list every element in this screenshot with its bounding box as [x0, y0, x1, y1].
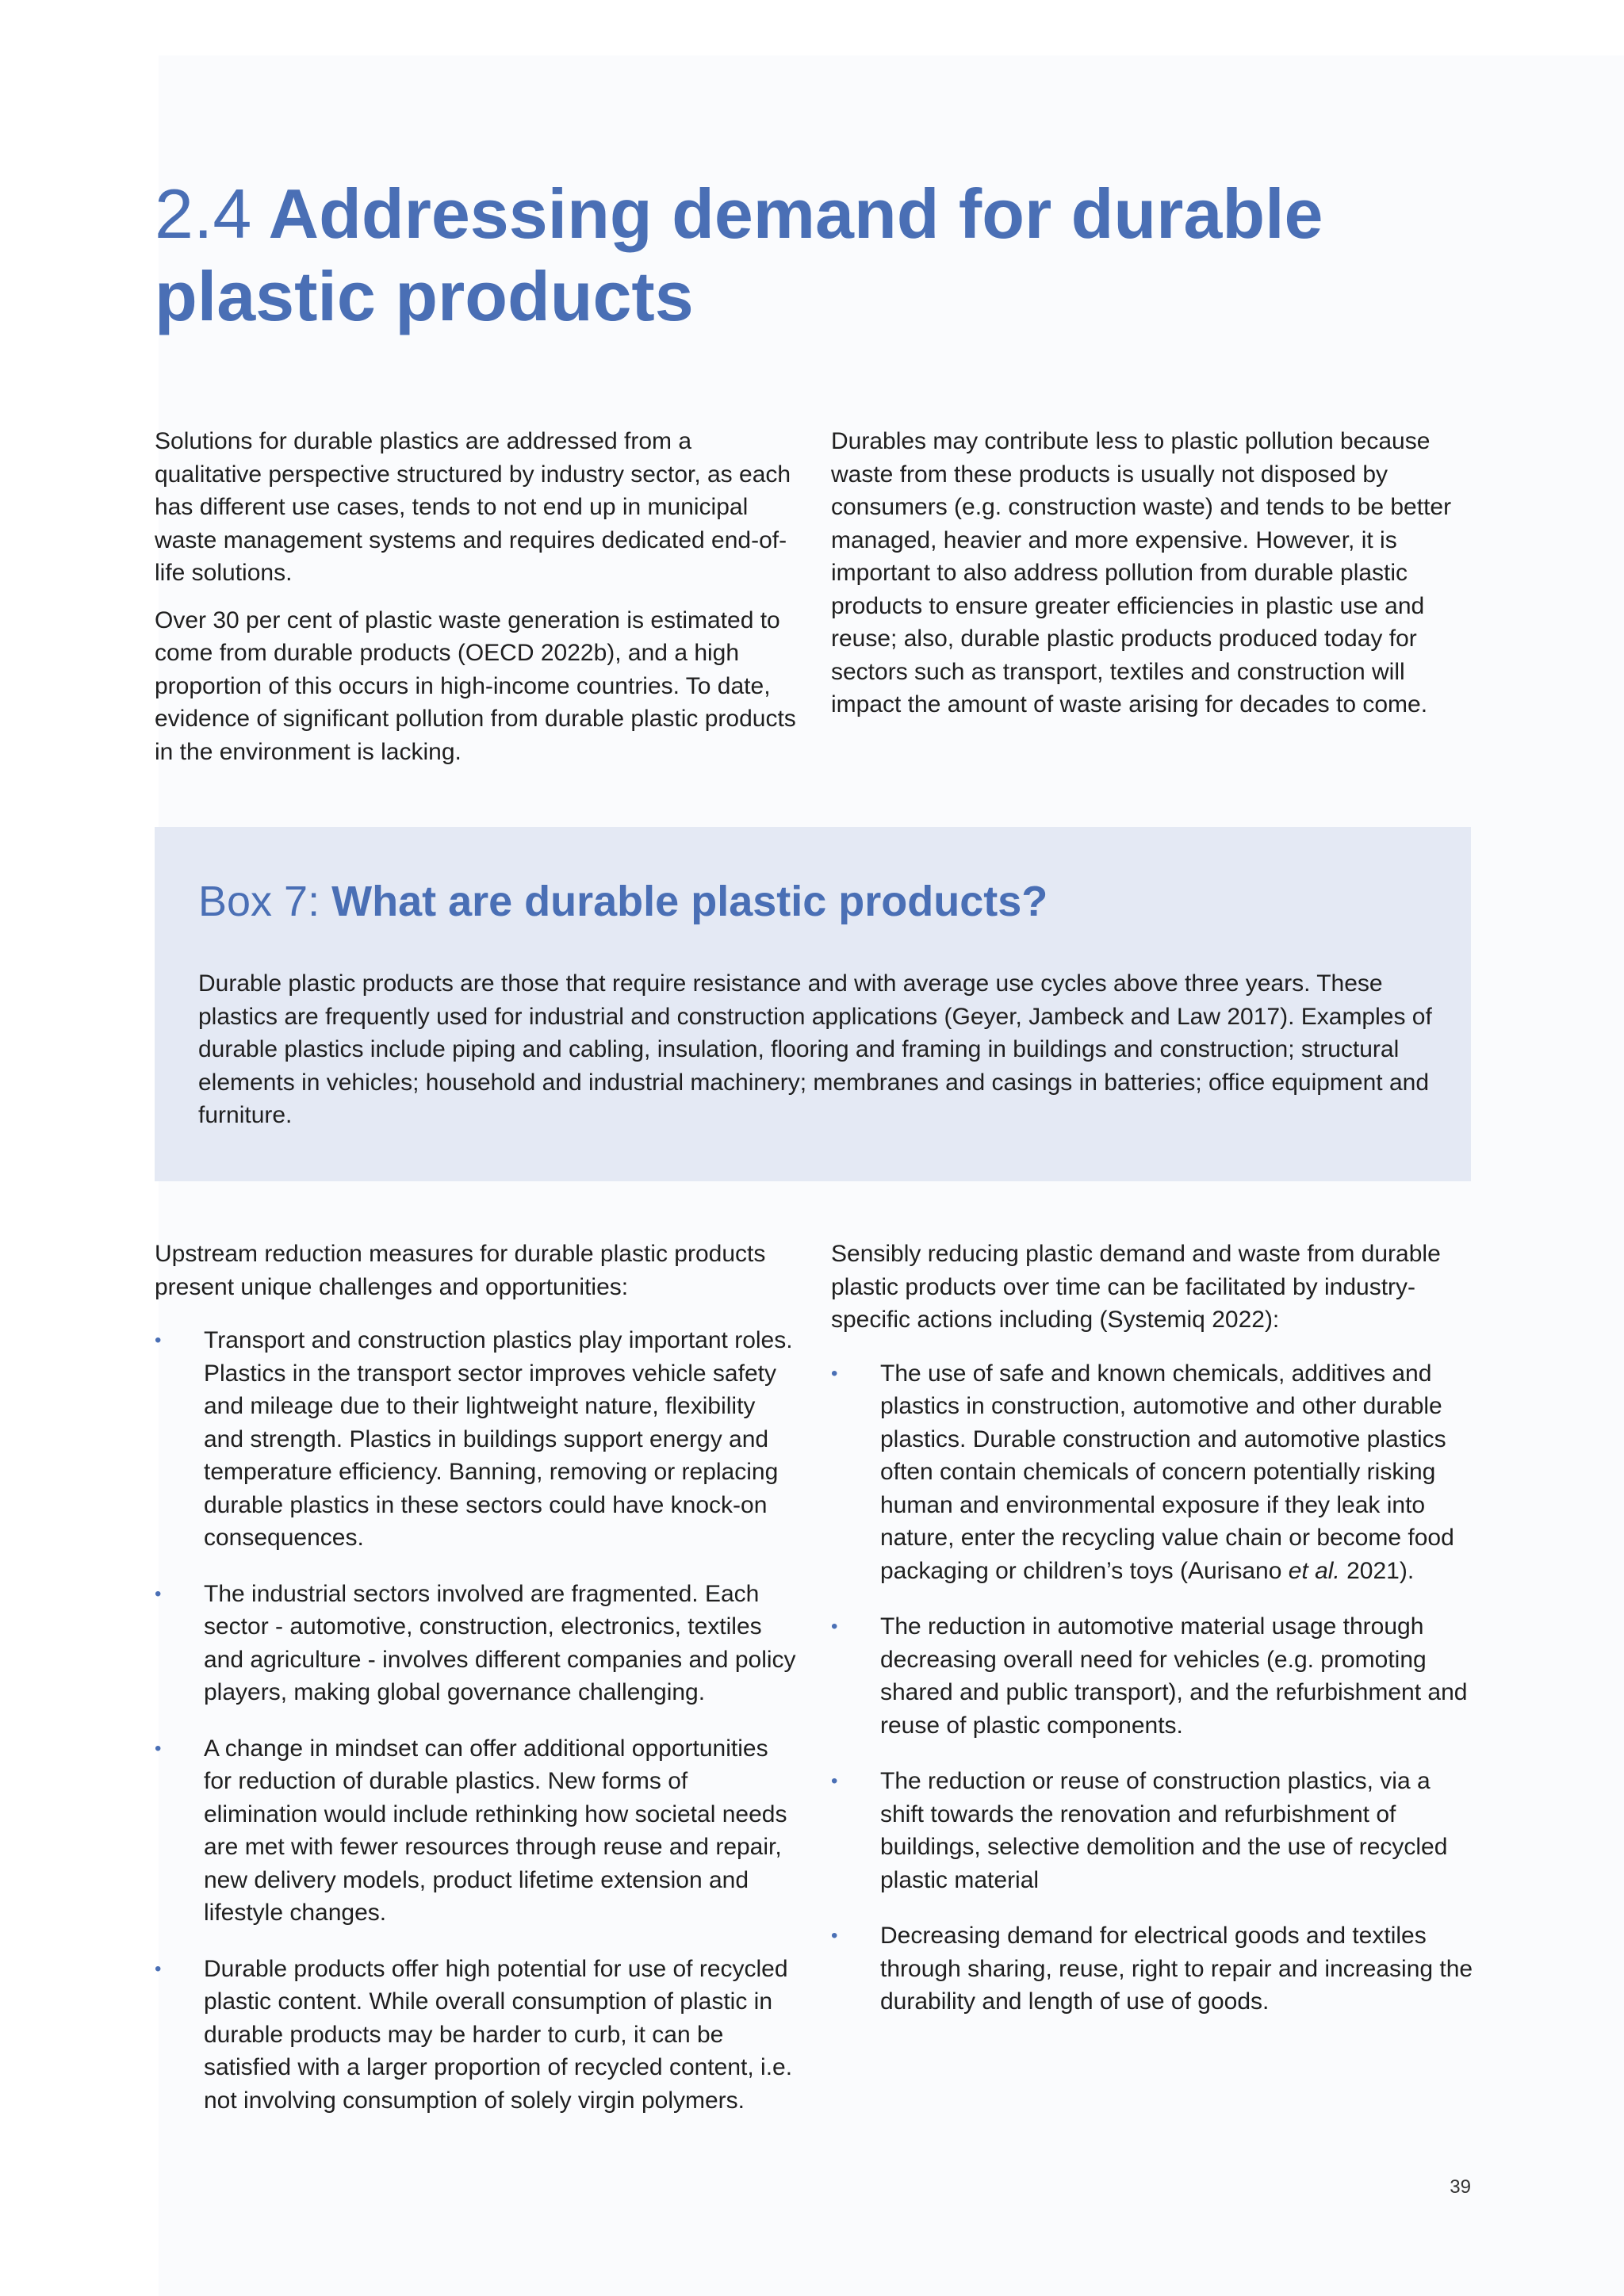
list-item: [155, 1324, 801, 1555]
list-item: [155, 1578, 801, 1709]
bullet-icon: •: [155, 1737, 162, 1759]
list-item-text: The reduction or reuse of construction plastics, via a shift towards the renovation and refurbishment of buildings, selective demolition and the use of recycled plastic material: [880, 1768, 1448, 1893]
box-label: Box 7:: [198, 878, 320, 925]
info-box: [155, 827, 1471, 1181]
list-item: [155, 1953, 801, 2118]
list-item-text: The industrial sectors involved are fragmented. Each sector - automotive, construction, electronics, textiles and agriculture - involves different companies and policy players, making global governance challenging.: [204, 1580, 796, 1705]
list-item-text: Durable products offer high potential for use of recycled plastic content. While overall consumption of plastic in durable products may be harder to curb, it can be satisfied with a larger proportion of recycled content, i.e. not involving consumption of solely virgin polymers.: [204, 1955, 793, 2114]
bullet-list: [831, 1357, 1477, 2019]
box-heading: What are durable plastic products?: [331, 878, 1048, 925]
section-number: 2.4: [155, 174, 252, 253]
list-item-text: The use of safe and known chemicals, additives and plastics in construction, automotive and other durable plastics. Durable construction and automotive plastics often contain chemicals of concern potentially risking human and environmental exposure if they leak into nature, enter the recycling value chain or become food packaging or children’s toys (Aurisano et al. 2021).: [880, 1360, 1454, 1584]
section-title: [155, 173, 1503, 338]
bullet-icon: •: [831, 1362, 838, 1384]
paragraph: Over 30 per cent of plastic waste generation is estimated to come from durable products (OECD 2022b), and a high proportion of this occurs in high-income countries. To date, evidence of significant pollution from durable plastic products in the environment is lacking.: [155, 607, 796, 765]
paragraph: Durables may contribute less to plastic pollution because waste from these products is usually not disposed by consumers (e.g. construction waste) and tends to be better managed, heavier and more expensive. However, it is important to also address pollution from durable plastic products to ensure greater efficiencies in plastic use and reuse; also, durable plastic products produced today for sectors such as transport, textiles and construction will impact the amount of waste arising for decades to come.: [831, 428, 1452, 718]
bullet-icon: •: [155, 1957, 162, 1980]
bullet-list: [155, 1324, 801, 2117]
right-section-column: [831, 1238, 1477, 2042]
list-item-text: Transport and construction plastics play important roles. Plastics in the transport sector improves vehicle safety and mileage due to their lightweight nature, flexibility and strength. Plastics in buildings support energy and temperature efficiency. Banning, removing or replacing durable plastics in these sectors could have knock-on consequences.: [204, 1327, 793, 1551]
bullet-icon: •: [155, 1330, 162, 1351]
bullet-icon: •: [831, 1616, 838, 1637]
bullet-icon: •: [155, 1582, 162, 1605]
list-item: [831, 1610, 1477, 1742]
list-item-text: A change in mindset can offer additional opportunities for reduction of durable plastics. New forms of elimination would include rethinking how societal needs are met with fewer resources through reuse and repair, new delivery models, product lifetime extension and lifestyle changes.: [204, 1735, 787, 1926]
box-body: Durable plastic products are those that require resistance and with average use cycles above three years. These plastics are frequently used for industrial and construction applications (Geyer, Jambeck and Law 2017). Examples of durable plastics include piping and cabling, insulation, flooring and framing in buildings and construction; structural elements in vehicles; household and industrial machinery; membranes and casings in batteries; office equipment and furniture.: [198, 970, 1432, 1128]
list-item-text: Decreasing demand for electrical goods and textiles through sharing, reuse, right to repair and increasing the durability and length of use of goods.: [880, 1923, 1473, 2015]
paragraph: Upstream reduction measures for durable plastic products present unique challenges and opportunities:: [155, 1241, 766, 1300]
list-item: [155, 1732, 801, 1930]
list-item: [831, 1919, 1477, 2019]
intro-left-column: [155, 425, 797, 783]
intro-right-column: [831, 425, 1473, 736]
bullet-icon: •: [831, 1770, 838, 1792]
paragraph: Sensibly reducing plastic demand and waste from durable plastic products over time can be facilitated by industry-specific actions including (Systemiq 2022):: [831, 1241, 1441, 1333]
list-item: [831, 1765, 1477, 1896]
box-title: [198, 876, 1048, 927]
paragraph: Solutions for durable plastics are addressed from a qualitative perspective structured by industry sector, as each has different use cases, tends to not end up in municipal waste management systems and requires dedicated end-of-life solutions.: [155, 428, 791, 586]
section-heading: Addressing demand for durable plastic products: [155, 174, 1323, 335]
left-section-column: [155, 1238, 801, 2140]
page-number: 39: [1450, 2176, 1471, 2198]
list-item-text: The reduction in automotive material usage through decreasing overall need for vehicles (e.g. promoting shared and public transport), and the refurbishment and reuse of plastic components.: [880, 1613, 1468, 1739]
list-item: [831, 1357, 1477, 1588]
bullet-icon: •: [831, 1925, 838, 1946]
